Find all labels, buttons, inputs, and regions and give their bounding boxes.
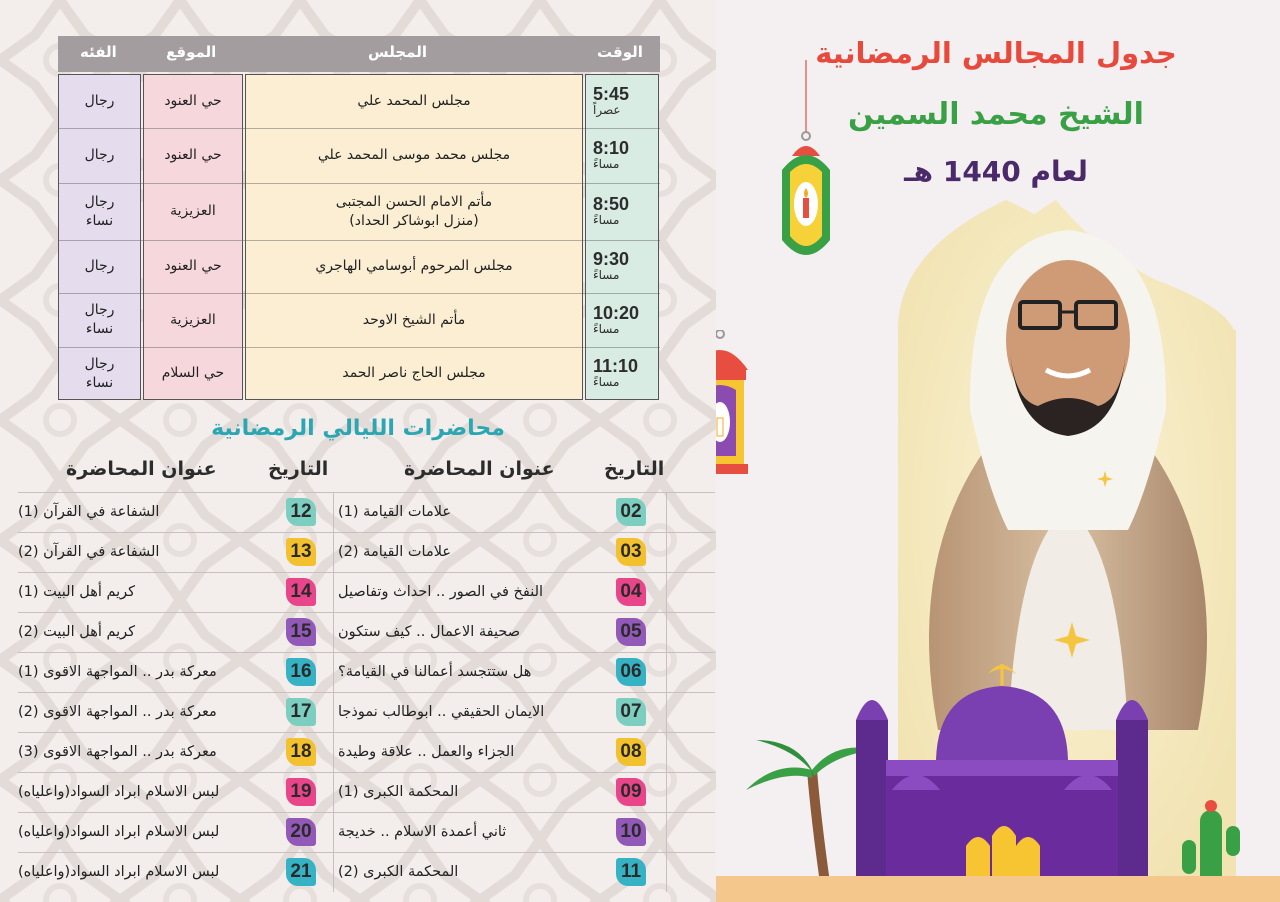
lecture-title: علامات القيامة (2) — [338, 544, 452, 560]
category-cell — [58, 183, 141, 240]
time-value: 5:45 — [593, 83, 630, 104]
poster-sheikh-name: الشيخ محمد السمين — [848, 97, 1144, 132]
category-value: رجال — [84, 355, 115, 372]
lecture-day-badge: 11 — [616, 858, 646, 886]
majlis-subtitle: (منزل ابوشاكر الحداد) — [349, 212, 479, 229]
red-lantern-icon — [716, 330, 760, 480]
period-value: مساءً — [593, 157, 620, 172]
poster-title: جدول المجالس الرمضانية — [815, 36, 1177, 70]
lectures-table — [18, 492, 715, 892]
lecture-title: الشفاعة في القرآن (1) — [18, 504, 160, 520]
header-date-left: التاريخ — [268, 458, 329, 480]
lecture-day-badge: 16 — [286, 658, 316, 686]
lecture-day-badge: 19 — [286, 778, 316, 806]
lecture-title: ثاني أعمدة الاسلام .. خديجة — [338, 824, 507, 840]
location-cell: حي السلام — [161, 365, 225, 382]
schedule-row — [58, 347, 660, 400]
lecture-title: كريم أهل البيت (1) — [18, 584, 136, 600]
lecture-row — [18, 812, 715, 852]
category-cell — [58, 293, 141, 347]
category-value: رجال — [84, 92, 115, 109]
category-value: رجال — [84, 302, 115, 319]
majlis-name: مجلس الحاج ناصر الحمد — [342, 365, 486, 382]
majlis-name: مأتم الشيخ الاوحد — [362, 311, 466, 328]
time-cell — [585, 293, 659, 347]
category-value: رجال — [84, 193, 115, 210]
time-cell — [585, 128, 659, 183]
schedule-header — [58, 36, 660, 72]
majlis-name: مجلس محمد موسى المحمد علي — [317, 147, 511, 164]
lecture-day-badge: 15 — [286, 618, 316, 646]
lecture-title: معركة بدر .. المواجهة الاقوى (1) — [18, 664, 217, 680]
majlis-cell — [245, 183, 583, 240]
category-value: نساء — [85, 212, 114, 229]
lecture-title: كريم أهل البيت (2) — [18, 624, 136, 640]
poster-year: لعام 1440 هـ — [904, 155, 1088, 188]
schedule-row — [58, 74, 660, 128]
lecture-title: صحيفة الاعمال .. كيف ستكون — [338, 624, 521, 640]
schedule-row — [58, 183, 660, 240]
majlis-name: مجلس المحمد علي — [357, 92, 471, 109]
period-value: مساءً — [593, 375, 620, 390]
lecture-title: الايمان الحقيقي .. ابوطالب نموذجا — [338, 704, 545, 720]
lecture-day-badge: 20 — [286, 818, 316, 846]
lecture-title: معركة بدر .. المواجهة الاقوى (3) — [18, 744, 217, 760]
lecture-day-badge: 14 — [286, 578, 316, 606]
schedule-row — [58, 293, 660, 347]
location-cell: العزيزية — [170, 203, 216, 220]
poster-panel — [716, 0, 1280, 902]
lecture-row — [18, 692, 715, 732]
lecture-title: الشفاعة في القرآن (2) — [18, 544, 160, 560]
majlis-cell — [245, 293, 583, 347]
category-cell — [58, 347, 141, 400]
schedule-row — [58, 128, 660, 183]
category-value: رجال — [84, 258, 115, 275]
time-cell — [585, 74, 659, 128]
lecture-day-badge: 03 — [616, 538, 646, 566]
lecture-title: لبس الاسلام ابراد السواد(واعلياه) — [18, 784, 220, 800]
location-cell: حي العنود — [164, 258, 222, 275]
category-value: رجال — [84, 147, 115, 164]
lecture-day-badge: 05 — [616, 618, 646, 646]
lecture-row — [18, 652, 715, 692]
lecture-row — [18, 732, 715, 772]
lecture-day-badge: 10 — [616, 818, 646, 846]
majlis-cell — [245, 74, 583, 128]
time-cell — [585, 183, 659, 240]
lecture-day-badge: 17 — [286, 698, 316, 726]
lecture-title: المحكمة الكبرى (1) — [338, 784, 459, 800]
lecture-day-badge: 18 — [286, 738, 316, 766]
majlis-cell — [245, 128, 583, 183]
location-cell: حي العنود — [164, 147, 222, 164]
lecture-day-badge: 09 — [616, 778, 646, 806]
lecture-row — [18, 572, 715, 612]
location-cell: العزيزية — [170, 311, 216, 328]
category-value: نساء — [85, 374, 114, 391]
period-value: مساءً — [593, 268, 620, 283]
category-cell — [58, 74, 141, 128]
header-majlis: المجلس — [368, 43, 427, 61]
majlis-cell — [245, 347, 583, 400]
sparkle-icon — [1096, 470, 1114, 488]
lectures-title: محاضرات الليالي الرمضانية — [211, 416, 505, 441]
mosque-illustration — [716, 650, 1280, 902]
lecture-day-badge: 08 — [616, 738, 646, 766]
period-value: مساءً — [593, 321, 620, 336]
header-category: الفئه — [80, 43, 117, 61]
period-value: مساءً — [593, 213, 620, 228]
majlis-name: مأتم الامام الحسن المجتبى — [335, 193, 493, 210]
lecture-row — [18, 852, 715, 892]
lecture-day-badge: 04 — [616, 578, 646, 606]
header-time: الوقت — [597, 43, 643, 61]
lecture-title: علامات القيامة (1) — [338, 504, 452, 520]
majlis-name: مجلس المرحوم أبوسامي الهاجري — [315, 258, 513, 275]
time-value: 9:30 — [593, 249, 630, 270]
lecture-day-badge: 13 — [286, 538, 316, 566]
category-value: نساء — [85, 321, 114, 337]
time-value: 10:20 — [593, 302, 640, 323]
lecture-title: المحكمة الكبرى (2) — [338, 864, 459, 880]
lecture-title: معركة بدر .. المواجهة الاقوى (2) — [18, 704, 217, 720]
category-cell — [58, 128, 141, 183]
lecture-day-badge: 06 — [616, 658, 646, 686]
lecture-title: لبس الاسلام ابراد السواد(واعلياه) — [18, 824, 220, 840]
schedule-table — [58, 36, 660, 402]
period-value: عصراً — [593, 102, 621, 117]
lecture-title: هل ستتجسد أعمالنا في القيامة؟ — [338, 664, 532, 680]
time-value: 8:10 — [593, 138, 630, 159]
header-title-right: عنوان المحاضرة — [404, 458, 555, 480]
lecture-row — [18, 492, 715, 532]
time-cell — [585, 347, 659, 400]
header-location: الموقع — [166, 43, 217, 61]
category-cell — [58, 240, 141, 293]
lecture-title: النفخ في الصور .. احداث وتفاصيل — [338, 584, 544, 600]
lecture-day-badge: 12 — [286, 498, 316, 526]
header-title-left: عنوان المحاضرة — [66, 458, 217, 480]
location-cell: حي العنود — [164, 92, 222, 109]
lecture-row — [18, 612, 715, 652]
lecture-row — [18, 532, 715, 572]
lecture-day-badge: 02 — [616, 498, 646, 526]
schedule-row — [58, 240, 660, 293]
time-cell — [585, 240, 659, 293]
lecture-title: لبس الاسلام ابراد السواد(واعلياه) — [18, 864, 220, 880]
lecture-day-badge: 07 — [616, 698, 646, 726]
lecture-row — [18, 772, 715, 812]
time-value: 11:10 — [593, 356, 639, 377]
lecture-day-badge: 21 — [286, 858, 316, 886]
header-date-right: التاريخ — [604, 458, 665, 480]
time-value: 8:50 — [593, 194, 630, 215]
majlis-cell — [245, 240, 583, 293]
lecture-title: الجزاء والعمل .. علاقة وطيدة — [338, 744, 515, 760]
